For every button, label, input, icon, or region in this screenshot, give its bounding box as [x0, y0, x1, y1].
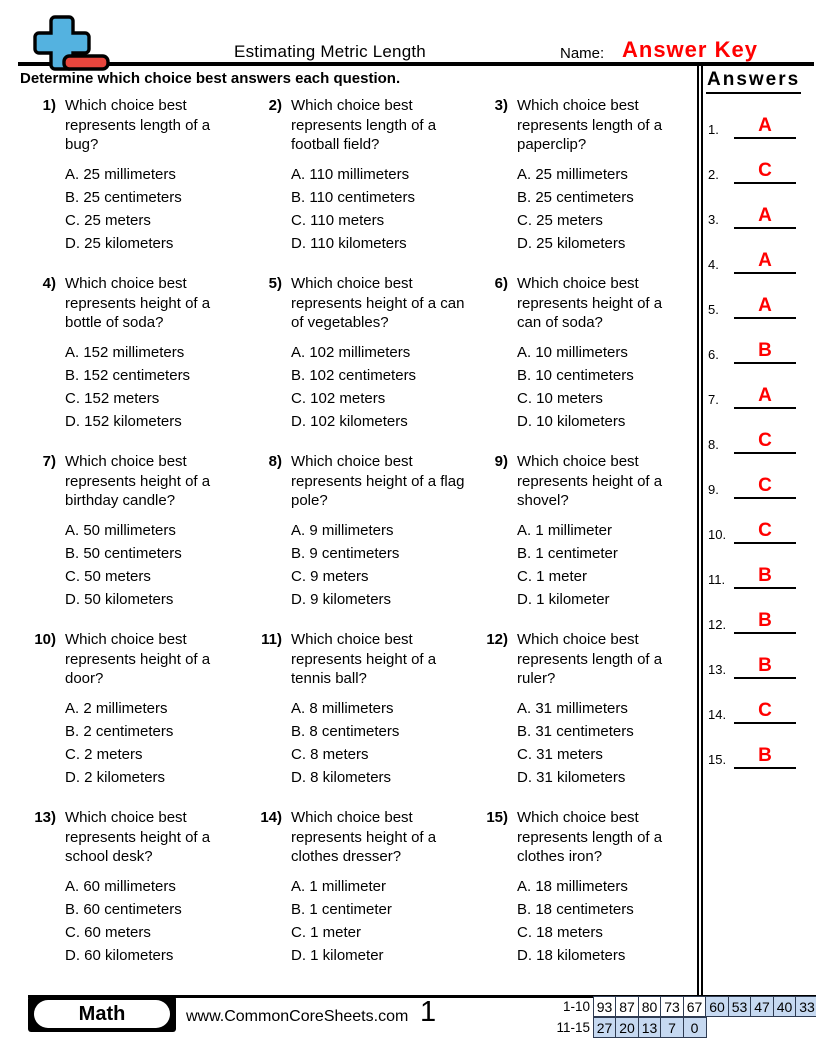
answer-letter: C — [734, 161, 796, 184]
answer-letter: A — [734, 296, 796, 319]
question-text: Which choice best represents height of a can of soda? — [517, 275, 663, 331]
choice-d: D. 102 kilometers — [291, 412, 408, 430]
choice-a: A. 8 millimeters — [291, 699, 394, 717]
choice-c: C. 1 meter — [517, 567, 588, 585]
choice-a: A. 25 millimeters — [517, 165, 628, 183]
choice-b: B. 25 centimeters — [517, 188, 634, 206]
question-11 — [254, 630, 480, 808]
question-number: 1) — [42, 97, 56, 114]
choice-b: B. 1 centimeter — [517, 544, 618, 562]
score-row-label: 11-15 — [556, 1020, 590, 1035]
answer-list — [708, 94, 796, 769]
choice-a: A. 110 millimeters — [291, 165, 410, 183]
choice-c: C. 8 meters — [291, 745, 369, 763]
question-number: 14) — [260, 809, 282, 826]
choice-a: A. 50 millimeters — [65, 521, 176, 539]
question-3 — [480, 96, 688, 274]
choice-b: B. 60 centimeters — [65, 900, 182, 918]
answer-slot-8 — [708, 409, 796, 454]
answer-slot-number: 13. — [708, 662, 727, 677]
choice-c: C. 152 meters — [65, 389, 160, 407]
question-6 — [480, 274, 688, 452]
question-text: Which choice best represents length of a bug? — [65, 97, 211, 153]
choice-c: C. 50 meters — [65, 567, 151, 585]
minus-icon — [64, 56, 108, 69]
choices — [65, 875, 243, 967]
question-number: 12) — [486, 631, 508, 648]
answer-slot-11 — [708, 544, 796, 589]
answer-letter: C — [734, 476, 796, 499]
answer-slot-number: 2. — [708, 167, 719, 182]
choices — [517, 875, 688, 967]
answer-slot-number: 5. — [708, 302, 719, 317]
answer-slot-10 — [708, 499, 796, 544]
question-2 — [254, 96, 480, 274]
choice-b: B. 110 centimeters — [291, 188, 415, 206]
choices — [291, 519, 469, 611]
question-text: Which choice best represents height of a flag pole? — [291, 453, 465, 509]
choice-c: C. 110 meters — [291, 211, 385, 229]
choice-c: C. 25 meters — [517, 211, 603, 229]
score-cell-highlighted: 33 — [795, 996, 816, 1017]
question-number: 4) — [42, 275, 56, 292]
choices — [517, 341, 688, 433]
score-cell-highlighted: 47 — [750, 996, 774, 1017]
choice-b: B. 25 centimeters — [65, 188, 182, 206]
question-text: Which choice best represents height of a bottle of soda? — [65, 275, 211, 331]
question-number: 6) — [494, 275, 508, 292]
choice-c: C. 9 meters — [291, 567, 369, 585]
choice-a: A. 9 millimeters — [291, 521, 394, 539]
choice-d: D. 2 kilometers — [65, 768, 166, 786]
choice-b: B. 102 centimeters — [291, 366, 417, 384]
question-text: Which choice best represents length of a clothes iron? — [517, 809, 663, 865]
choice-d: D. 1 kilometer — [291, 946, 384, 964]
name-value-answer-key: Answer Key — [622, 37, 758, 62]
choice-d: D. 110 kilometers — [291, 234, 407, 252]
answer-slot-number: 6. — [708, 347, 719, 362]
answer-letter: A — [734, 116, 796, 139]
answers-divider-double-line — [697, 63, 703, 996]
answer-slot-7 — [708, 364, 796, 409]
answer-slot-number: 15. — [708, 752, 727, 767]
question-number: 13) — [34, 809, 56, 826]
choice-c: C. 102 meters — [291, 389, 386, 407]
choice-b: B. 31 centimeters — [517, 722, 634, 740]
answer-slot-number: 4. — [708, 257, 719, 272]
plus-minus-logo — [32, 14, 114, 72]
answer-letter: B — [734, 656, 796, 679]
choice-a: A. 18 millimeters — [517, 877, 628, 895]
score-cell: 67 — [683, 996, 707, 1017]
score-cell: 80 — [638, 996, 662, 1017]
score-cell-highlighted: 20 — [615, 1017, 639, 1038]
page-title: Estimating Metric Length — [234, 42, 426, 61]
score-cell-highlighted: 60 — [705, 996, 729, 1017]
question-12 — [480, 630, 688, 808]
score-cell-highlighted: 7 — [660, 1017, 684, 1038]
choice-b: B. 152 centimeters — [65, 366, 191, 384]
answer-slot-number: 7. — [708, 392, 719, 407]
choices — [291, 697, 469, 789]
score-row-11-15 — [542, 1017, 707, 1038]
question-number: 11) — [261, 631, 282, 648]
question-text: Which choice best represents height of a tennis ball? — [291, 631, 437, 687]
answer-slot-9 — [708, 454, 796, 499]
choices — [65, 697, 243, 789]
name-label: Name: — [560, 45, 605, 62]
choice-a: A. 102 millimeters — [291, 343, 411, 361]
answer-letter: C — [734, 521, 796, 544]
score-cell-highlighted: 0 — [683, 1017, 707, 1038]
answer-slot-5 — [708, 274, 796, 319]
answer-slot-15 — [708, 724, 796, 769]
answer-slot-number: 11. — [708, 572, 726, 587]
choice-a: A. 10 millimeters — [517, 343, 628, 361]
choice-d: D. 31 kilometers — [517, 768, 626, 786]
choice-a: A. 1 millimeter — [291, 877, 387, 895]
answer-slot-14 — [708, 679, 796, 724]
choices — [291, 163, 469, 255]
answer-letter: A — [734, 251, 796, 274]
question-number: 8) — [268, 453, 282, 470]
score-cell-highlighted: 40 — [773, 996, 797, 1017]
question-9 — [480, 452, 688, 630]
question-7 — [28, 452, 254, 630]
score-cell: 93 — [593, 996, 617, 1017]
choices — [517, 697, 688, 789]
question-number: 15) — [486, 809, 508, 826]
subject-label: Math — [34, 1000, 170, 1028]
choice-b: B. 18 centimeters — [517, 900, 634, 918]
question-text: Which choice best represents height of a clothes dresser? — [291, 809, 437, 865]
choice-c: C. 60 meters — [65, 923, 151, 941]
choice-d: D. 50 kilometers — [65, 590, 174, 608]
question-text: Which choice best represents length of a ruler? — [517, 631, 663, 687]
choice-d: D. 10 kilometers — [517, 412, 626, 430]
choice-b: B. 1 centimeter — [291, 900, 392, 918]
answer-letter: C — [734, 701, 796, 724]
question-text: Which choice best represents length of a football field? — [291, 97, 437, 153]
answers-panel-title: Answers — [706, 69, 801, 94]
choice-a: A. 2 millimeters — [65, 699, 168, 717]
answer-slot-number: 3. — [708, 212, 719, 227]
page-number: 1 — [420, 996, 437, 1028]
website-link: www.CommonCoreSheets.com — [186, 1008, 409, 1025]
score-row-1-10 — [542, 996, 816, 1017]
choices — [65, 341, 243, 433]
choice-c: C. 18 meters — [517, 923, 603, 941]
choice-d: D. 152 kilometers — [65, 412, 182, 430]
header-divider — [18, 62, 814, 66]
answer-slot-13 — [708, 634, 796, 679]
choice-a: A. 60 millimeters — [65, 877, 176, 895]
answer-slot-number: 10. — [708, 527, 727, 542]
choices — [65, 163, 243, 255]
answer-letter: B — [734, 746, 796, 769]
choice-b: B. 8 centimeters — [291, 722, 400, 740]
score-cell: 73 — [660, 996, 684, 1017]
answer-slot-12 — [708, 589, 796, 634]
answer-slot-number: 12. — [708, 617, 727, 632]
answer-letter: C — [734, 431, 796, 454]
question-number: 10) — [34, 631, 56, 648]
question-10 — [28, 630, 254, 808]
answer-letter: B — [734, 566, 796, 589]
answer-slot-4 — [708, 229, 796, 274]
subject-badge — [28, 996, 176, 1032]
question-text: Which choice best represents height of a shovel? — [517, 453, 663, 509]
answer-slot-number: 1. — [708, 122, 719, 137]
answer-slot-6 — [708, 319, 796, 364]
choice-d: D. 60 kilometers — [65, 946, 174, 964]
answer-slot-1 — [708, 94, 796, 139]
question-text: Which choice best represents height of a door? — [65, 631, 211, 687]
question-number: 2) — [268, 97, 282, 114]
question-8 — [254, 452, 480, 630]
answer-letter: B — [734, 341, 796, 364]
choice-a: A. 25 millimeters — [65, 165, 176, 183]
choice-b: B. 9 centimeters — [291, 544, 400, 562]
choices — [65, 519, 243, 611]
question-number: 5) — [268, 275, 282, 292]
score-cell-highlighted: 13 — [638, 1017, 662, 1038]
answer-slot-3 — [708, 184, 796, 229]
choice-b: B. 50 centimeters — [65, 544, 182, 562]
choice-b: B. 10 centimeters — [517, 366, 634, 384]
score-cell-highlighted: 27 — [593, 1017, 617, 1038]
question-text: Which choice best represents height of a school desk? — [65, 809, 211, 865]
choice-a: A. 31 millimeters — [517, 699, 628, 717]
choice-d: D. 25 kilometers — [65, 234, 174, 252]
question-number: 3) — [494, 97, 508, 114]
question-1 — [28, 96, 254, 274]
choice-d: D. 1 kilometer — [517, 590, 610, 608]
instruction-text: Determine which choice best answers each question. — [20, 70, 401, 87]
answer-slot-number: 14. — [708, 707, 727, 722]
choice-c: C. 31 meters — [517, 745, 603, 763]
question-15 — [480, 808, 688, 986]
choice-d: D. 9 kilometers — [291, 590, 392, 608]
choice-d: D. 25 kilometers — [517, 234, 626, 252]
choices — [291, 875, 469, 967]
question-4 — [28, 274, 254, 452]
answer-letter: A — [734, 386, 796, 409]
score-cell: 87 — [615, 996, 639, 1017]
question-text: Which choice best represents height of a birthday candle? — [65, 453, 211, 509]
choice-b: B. 2 centimeters — [65, 722, 174, 740]
choice-d: D. 18 kilometers — [517, 946, 626, 964]
question-text: Which choice best represents height of a can of vegetables? — [291, 275, 465, 331]
answer-slot-number: 9. — [708, 482, 719, 497]
choice-d: D. 8 kilometers — [291, 768, 392, 786]
choice-c: C. 10 meters — [517, 389, 603, 407]
question-5 — [254, 274, 480, 452]
choices — [291, 341, 469, 433]
choice-a: A. 152 millimeters — [65, 343, 185, 361]
question-14 — [254, 808, 480, 986]
choices — [517, 163, 688, 255]
questions-grid — [28, 96, 688, 986]
answer-letter: B — [734, 611, 796, 634]
choice-a: A. 1 millimeter — [517, 521, 613, 539]
choice-c: C. 1 meter — [291, 923, 362, 941]
question-text: Which choice best represents length of a paperclip? — [517, 97, 663, 153]
choice-c: C. 2 meters — [65, 745, 143, 763]
answer-slot-number: 8. — [708, 437, 719, 452]
score-row-label: 1-10 — [562, 999, 590, 1014]
answer-slot-2 — [708, 139, 796, 184]
choices — [517, 519, 688, 611]
choice-c: C. 25 meters — [65, 211, 151, 229]
question-number: 7) — [42, 453, 56, 470]
answer-letter: A — [734, 206, 796, 229]
question-number: 9) — [494, 453, 508, 470]
question-13 — [28, 808, 254, 986]
score-cell-highlighted: 53 — [728, 996, 752, 1017]
